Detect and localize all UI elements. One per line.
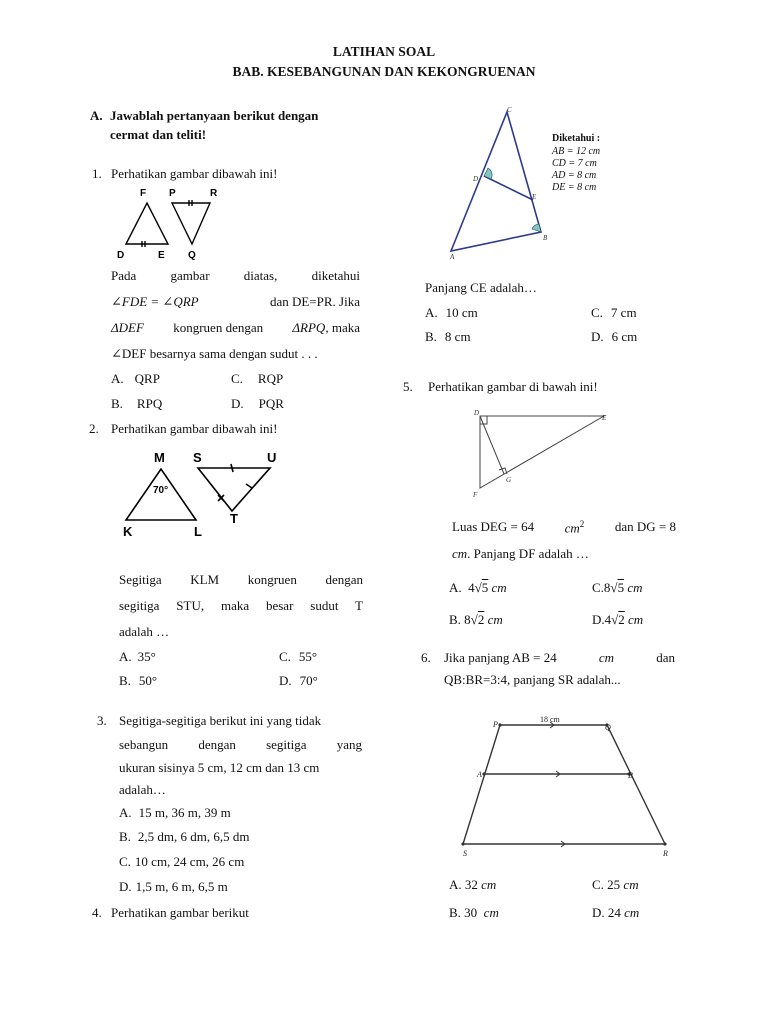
q5-option-d[interactable]: D.4√2 cm bbox=[592, 612, 644, 627]
q1-option-a[interactable]: A. QRP bbox=[111, 371, 160, 386]
q2-text-line2: segitiga STU, maka besar sudut T bbox=[119, 598, 363, 613]
q1-angle-equation: ∠FDE = ∠QRP bbox=[111, 294, 199, 309]
q4-option-d[interactable]: D. 6 cm bbox=[591, 329, 638, 344]
triangle-pqr bbox=[172, 203, 210, 244]
q4-label-a: A bbox=[450, 253, 455, 261]
q2-label-u: U bbox=[267, 450, 277, 465]
q1-text-line3-mid: kongruen dengan bbox=[173, 320, 264, 335]
trapezoid-pqrs bbox=[463, 725, 665, 844]
q5-option-b[interactable]: B. 8√2 cm bbox=[449, 612, 503, 627]
page-subtitle: BAB. KESEBANGUNAN DAN KEKONGRUENAN bbox=[232, 64, 536, 79]
q1-number: 1. bbox=[92, 166, 102, 181]
q1-text-line1: Pada gambar diatas, diketahui bbox=[111, 268, 360, 283]
q6-label-a: A bbox=[477, 770, 482, 779]
q4-label-b: B bbox=[543, 234, 548, 242]
q4-label-d: D bbox=[473, 175, 479, 183]
q2-angle-70: 70° bbox=[153, 485, 169, 496]
q4-label-c: C bbox=[507, 106, 512, 114]
q5-text-line2 bbox=[452, 546, 589, 562]
q2-figure bbox=[120, 448, 290, 540]
q6-label-r: R bbox=[663, 849, 668, 858]
q5-question-rest: . Panjang DF adalah … bbox=[467, 546, 589, 561]
q4-option-b[interactable]: B. 8 cm bbox=[425, 329, 471, 344]
q1-text-line3 bbox=[111, 320, 360, 336]
q6-label-q: Q bbox=[605, 723, 611, 732]
q3-text-line3: ukuran sisinya 5 cm, 12 cm dan 13 cm bbox=[119, 760, 320, 775]
q4-prompt: Perhatikan gambar berikut bbox=[111, 905, 249, 920]
q1-option-b[interactable]: B. RPQ bbox=[111, 396, 163, 411]
page-title: LATIHAN SOAL bbox=[332, 44, 436, 59]
q4-option-c[interactable]: C. 7 cm bbox=[591, 305, 637, 320]
q5-label-g: G bbox=[506, 476, 512, 484]
q2-option-c[interactable]: C. 55° bbox=[279, 649, 318, 664]
q4-known-ab: AB = 12 cm bbox=[552, 146, 601, 157]
q3-option-b[interactable]: B. 2,5 dm, 6 dm, 6,5 dm bbox=[119, 829, 250, 844]
q6-label-p: P bbox=[493, 720, 498, 729]
q3-option-a[interactable]: A. 15 m, 36 m, 39 m bbox=[119, 805, 231, 820]
q6-ab-unit: cm bbox=[598, 650, 615, 665]
q4-known-de: DE = 8 cm bbox=[552, 182, 597, 193]
section-label: A. bbox=[90, 108, 103, 123]
q4-option-a[interactable]: A. 10 cm bbox=[425, 305, 478, 320]
q1-text-line3-end: , maka bbox=[325, 320, 360, 335]
q2-label-s: S bbox=[193, 450, 202, 465]
q1-label-p: P bbox=[169, 188, 176, 199]
q3-text-line2: sebangun dengan segitiga yang bbox=[119, 737, 362, 752]
triangle-stu bbox=[198, 468, 270, 511]
q2-prompt: Perhatikan gambar dibawah ini! bbox=[111, 421, 278, 436]
q5-label-e: E bbox=[602, 414, 607, 422]
q4-known-title: Diketahui : bbox=[552, 133, 601, 144]
q6-text-line2: QB:BR=3:4, panjang SR adalah... bbox=[444, 672, 621, 687]
q6-option-b[interactable]: B. 30 cm bbox=[449, 905, 499, 920]
q1-text-line2 bbox=[111, 294, 360, 310]
section-instruction-line2: cermat dan teliti! bbox=[110, 127, 207, 142]
q1-prompt: Perhatikan gambar dibawah ini! bbox=[111, 166, 278, 181]
q1-option-c[interactable]: C. RQP bbox=[231, 371, 284, 386]
q6-text-line1 bbox=[444, 650, 675, 666]
q5-label-f: F bbox=[473, 491, 478, 499]
q6-label-s: S bbox=[463, 849, 467, 858]
triangle-def bbox=[480, 416, 604, 488]
q3-option-c[interactable]: C. 10 cm, 24 cm, 26 cm bbox=[119, 854, 245, 869]
q3-option-d[interactable]: D. 1,5 m, 6 m, 6,5 m bbox=[119, 879, 228, 894]
q6-option-a[interactable]: A. 32 cm bbox=[449, 877, 497, 892]
q5-area-unit: cm bbox=[564, 520, 580, 536]
q6-ab-text: Jika panjang AB = 24 bbox=[444, 650, 557, 665]
q6-number: 6. bbox=[421, 650, 431, 665]
q5-number: 5. bbox=[403, 379, 413, 394]
q2-text-line3: adalah … bbox=[119, 624, 170, 639]
q1-text-line4: ∠DEF besarnya sama dengan sudut . . . bbox=[111, 346, 318, 361]
q1-label-f: F bbox=[140, 188, 147, 199]
q2-option-d[interactable]: D. 70° bbox=[279, 673, 318, 688]
q4-figure bbox=[444, 104, 556, 262]
q1-label-q: Q bbox=[188, 250, 196, 261]
q5-area-exponent: 2 bbox=[579, 519, 585, 529]
q4-known-ad: AD = 8 cm bbox=[552, 170, 597, 181]
triangle-def bbox=[126, 203, 168, 244]
q3-text-line4: adalah… bbox=[119, 782, 166, 797]
q6-figure bbox=[460, 712, 676, 862]
q3-text-line1: Segitiga-segitiga berikut ini yang tidak bbox=[119, 713, 322, 728]
q1-triangle-rpq: ΔRPQ bbox=[292, 320, 326, 335]
q2-option-b[interactable]: B. 50° bbox=[119, 673, 158, 688]
q1-text-line2-rest: dan DE=PR. Jika bbox=[269, 294, 360, 309]
q5-figure bbox=[470, 408, 614, 500]
q2-option-a[interactable]: A. 35° bbox=[119, 649, 156, 664]
q3-number: 3. bbox=[97, 713, 107, 728]
q5-dg-text: dan DG = 8 bbox=[614, 519, 676, 534]
q5-label-d: D bbox=[474, 409, 480, 417]
q6-option-c[interactable]: C. 25 cm bbox=[592, 877, 639, 892]
q6-label-18cm: 18 cm bbox=[540, 715, 560, 724]
q2-text-line1: Segitiga KLM kongruen dengan bbox=[119, 572, 363, 587]
q4-question: Panjang CE adalah… bbox=[425, 280, 537, 295]
q5-prompt: Perhatikan gambar di bawah ini! bbox=[428, 379, 598, 394]
q1-label-r: R bbox=[210, 188, 218, 199]
q1-figure bbox=[112, 186, 222, 262]
segment-dg bbox=[480, 416, 504, 474]
q2-label-k: K bbox=[123, 524, 133, 539]
q1-label-d: D bbox=[117, 250, 125, 261]
q6-option-d[interactable]: D. 24 cm bbox=[592, 905, 640, 920]
q2-label-m: M bbox=[154, 450, 165, 465]
q1-triangle-def: ΔDEF bbox=[111, 320, 144, 335]
q2-label-l: L bbox=[194, 524, 202, 539]
q1-option-d[interactable]: D. PQR bbox=[231, 396, 284, 411]
q6-label-b: B bbox=[628, 771, 633, 780]
q6-and-text: dan bbox=[656, 650, 675, 665]
q5-option-a[interactable]: A. 4√5 cm bbox=[449, 580, 507, 595]
q4-number: 4. bbox=[92, 905, 102, 920]
q2-number: 2. bbox=[89, 421, 99, 436]
q5-area-text: Luas DEG = 64 bbox=[452, 519, 535, 534]
q2-label-t: T bbox=[230, 511, 238, 526]
section-instruction-line1: Jawablah pertanyaan berikut dengan bbox=[110, 108, 319, 123]
q5-text-line1 bbox=[452, 519, 676, 536]
q5-option-c[interactable]: C.8√5 cm bbox=[592, 580, 643, 595]
q4-known-cd: CD = 7 cm bbox=[552, 158, 597, 169]
q5-dg-unit: cm bbox=[452, 546, 468, 561]
q4-label-e: E bbox=[532, 193, 537, 201]
q1-label-e: E bbox=[158, 250, 165, 261]
